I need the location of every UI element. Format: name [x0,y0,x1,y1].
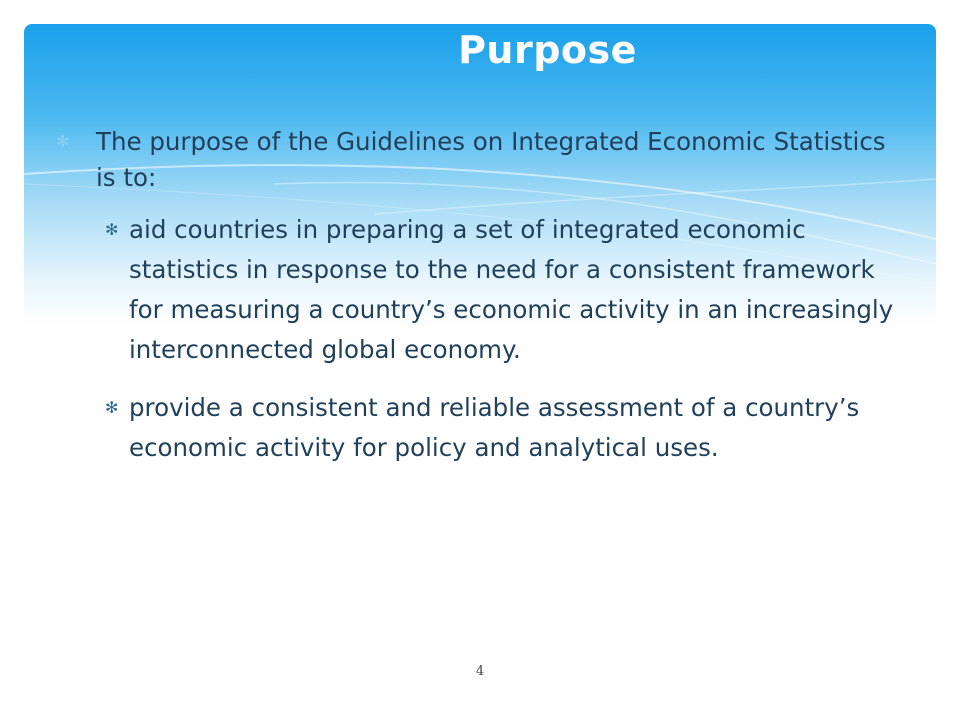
asterisk-icon: ✻ [105,398,119,417]
list-item [105,210,906,370]
asterisk-icon: ✻ [56,132,70,151]
page-title: Purpose [458,28,637,72]
slide-body [56,124,906,468]
sub-point-text: provide a consistent and reliable assessment of a country’s economic activity for policy and analytical uses. [129,393,860,462]
page-number: 4 [475,664,485,679]
sub-point-text: aid countries in preparing a set of integrated economic statistics in response to the need for a consistent framework for measuring a country’s economic activity in an increasingly interconnected global economy. [129,215,894,364]
list-item [56,124,906,196]
intro-text: The purpose of the Guidelines on Integrated Economic Statistics is to: [96,127,886,192]
list-item [105,388,906,468]
asterisk-icon: ✻ [105,220,119,239]
